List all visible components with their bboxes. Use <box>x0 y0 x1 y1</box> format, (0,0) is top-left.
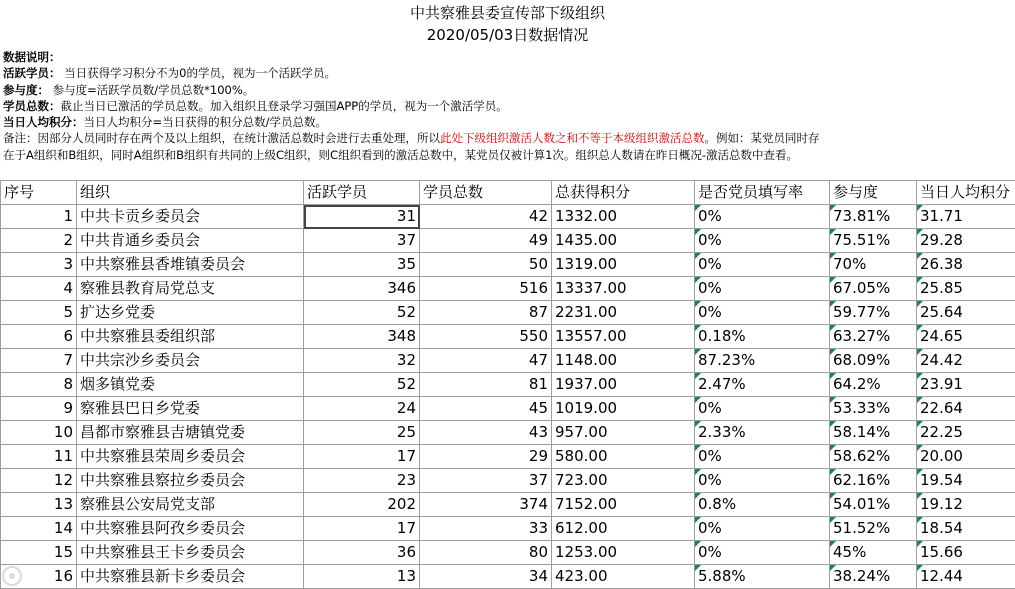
cell-total[interactable]: 29 <box>420 445 552 469</box>
cell-active[interactable]: 32 <box>304 349 420 373</box>
col-header-participation[interactable]: 参与度 <box>830 181 917 205</box>
cell-total[interactable]: 81 <box>420 373 552 397</box>
remark-part-a: 备注：因部分人员同时存在两个及以上组织，在统计激活总数时会进行去重处理，所以 <box>3 131 440 145</box>
cell-index[interactable]: 3 <box>1 253 77 277</box>
remark-highlight: 此处下级组织激活人数之和不等于本级组织激活总数 <box>440 131 705 145</box>
cell-avg-points[interactable]: 19.54 <box>917 469 1015 493</box>
notes-heading: 数据说明： <box>3 50 61 64</box>
cell-points[interactable]: 2231.00 <box>552 301 695 325</box>
cell-org[interactable]: 察雅县教育局党总支 <box>77 277 304 301</box>
cell-party-rate[interactable]: 0% <box>695 517 830 541</box>
cell-active[interactable]: 348 <box>304 325 420 349</box>
watermark-logo <box>0 560 80 588</box>
cell-index[interactable]: 2 <box>1 229 77 253</box>
cell-avg-points[interactable]: 20.00 <box>917 445 1015 469</box>
cell-party-rate[interactable]: 0% <box>695 397 830 421</box>
cell-points[interactable]: 1332.00 <box>552 205 695 229</box>
cell-points[interactable]: 1319.00 <box>552 253 695 277</box>
cell-party-rate[interactable]: 2.33% <box>695 421 830 445</box>
org-stats-table <box>0 180 1015 589</box>
cell-index[interactable]: 14 <box>1 517 77 541</box>
cell-org[interactable]: 中共察雅县察拉乡委员会 <box>77 469 304 493</box>
cell-participation[interactable]: 58.62% <box>830 445 917 469</box>
cell-active[interactable]: 23 <box>304 469 420 493</box>
cell-party-rate[interactable]: 2.47% <box>695 373 830 397</box>
table-row <box>1 445 1015 469</box>
cell-total[interactable]: 47 <box>420 349 552 373</box>
cell-participation[interactable]: 59.77% <box>830 301 917 325</box>
cell-active[interactable]: 13 <box>304 565 420 589</box>
cell-active[interactable]: 37 <box>304 229 420 253</box>
cell-participation[interactable]: 38.24% <box>830 565 917 589</box>
cell-participation[interactable]: 64.2% <box>830 373 917 397</box>
cell-index[interactable]: 5 <box>1 301 77 325</box>
cell-avg-points[interactable]: 22.64 <box>917 397 1015 421</box>
cell-avg-points[interactable]: 15.66 <box>917 541 1015 565</box>
avg-label: 当日人均积分： <box>3 115 84 129</box>
cell-active[interactable]: 346 <box>304 277 420 301</box>
cell-total[interactable]: 87 <box>420 301 552 325</box>
cell-active[interactable]: 17 <box>304 445 420 469</box>
col-header-active[interactable]: 活跃学员 <box>304 181 420 205</box>
table-row <box>1 421 1015 445</box>
cell-org[interactable]: 扩达乡党委 <box>77 301 304 325</box>
cell-points[interactable]: 7152.00 <box>552 493 695 517</box>
data-notes <box>3 49 1011 163</box>
cell-total[interactable]: 45 <box>420 397 552 421</box>
cell-total[interactable]: 49 <box>420 229 552 253</box>
col-header-party-rate[interactable]: 是否党员填写率 <box>695 181 830 205</box>
cell-participation[interactable]: 53.33% <box>830 397 917 421</box>
cell-org[interactable]: 中共肯通乡委员会 <box>77 229 304 253</box>
cell-active[interactable]: 36 <box>304 541 420 565</box>
cell-party-rate[interactable]: 0% <box>695 541 830 565</box>
cell-org[interactable]: 中共卡贡乡委员会 <box>77 205 304 229</box>
participation-label: 参与度： <box>3 83 49 97</box>
cell-index[interactable]: 13 <box>1 493 77 517</box>
table-row <box>1 253 1015 277</box>
cell-avg-points[interactable]: 25.85 <box>917 277 1015 301</box>
table-row <box>1 493 1015 517</box>
remark-line2: 在于A组织和B组织，同时A组织和B组织有共同的上级C组织，则C组织看到的激活总数中，某党员仅被计算1次。组织总人数请在昨日概况-激活总数中查看。 <box>3 148 798 162</box>
table-row <box>1 469 1015 493</box>
cell-active[interactable]: 25 <box>304 421 420 445</box>
cell-points[interactable]: 423.00 <box>552 565 695 589</box>
cell-active[interactable]: 31 <box>304 205 420 229</box>
table-row <box>1 373 1015 397</box>
col-header-org[interactable]: 组织 <box>77 181 304 205</box>
cell-avg-points[interactable]: 22.25 <box>917 421 1015 445</box>
cell-participation[interactable]: 68.09% <box>830 349 917 373</box>
cell-index[interactable]: 7 <box>1 349 77 373</box>
cell-points[interactable]: 1019.00 <box>552 397 695 421</box>
active-label: 活跃学员： <box>3 66 61 80</box>
cell-index[interactable]: 9 <box>1 397 77 421</box>
cell-org[interactable]: 察雅县巴日乡党委 <box>77 397 304 421</box>
total-text: 截止当日已激活的学员总数。加入组织且登录学习强国APP的学员，视为一个激活学员。 <box>61 99 508 113</box>
cell-points[interactable]: 1937.00 <box>552 373 695 397</box>
cell-party-rate[interactable]: 0% <box>695 229 830 253</box>
cell-org[interactable]: 中共察雅县王卡乡委员会 <box>77 541 304 565</box>
cell-participation[interactable]: 67.05% <box>830 277 917 301</box>
cell-index[interactable]: 11 <box>1 445 77 469</box>
cell-active[interactable]: 35 <box>304 253 420 277</box>
cell-participation[interactable]: 45% <box>830 541 917 565</box>
cell-total[interactable]: 50 <box>420 253 552 277</box>
cell-party-rate[interactable]: 0% <box>695 277 830 301</box>
table-row <box>1 397 1015 421</box>
cell-total[interactable]: 374 <box>420 493 552 517</box>
cell-org[interactable]: 察雅县公安局党支部 <box>77 493 304 517</box>
cell-party-rate[interactable]: 0% <box>695 253 830 277</box>
remark-part-b: 。例如：某党员同时存 <box>705 131 820 145</box>
cell-participation[interactable]: 70% <box>830 253 917 277</box>
cell-org[interactable]: 中共察雅县阿孜乡委员会 <box>77 517 304 541</box>
cell-party-rate[interactable]: 0.8% <box>695 493 830 517</box>
total-label: 学员总数： <box>3 99 61 113</box>
table-row <box>1 229 1015 253</box>
table-row <box>1 277 1015 301</box>
participation-text: 参与度=活跃学员数/学员总数*100%。 <box>53 83 255 97</box>
cell-party-rate[interactable]: 0.18% <box>695 325 830 349</box>
header-row <box>1 181 1015 205</box>
cell-points[interactable]: 13557.00 <box>552 325 695 349</box>
cell-points[interactable]: 612.00 <box>552 517 695 541</box>
cell-points[interactable]: 1253.00 <box>552 541 695 565</box>
cell-points[interactable]: 13337.00 <box>552 277 695 301</box>
col-header-index[interactable]: 序号 <box>1 181 77 205</box>
cell-avg-points[interactable]: 26.38 <box>917 253 1015 277</box>
cell-participation[interactable]: 62.16% <box>830 469 917 493</box>
cell-avg-points[interactable]: 12.44 <box>917 565 1015 589</box>
cell-party-rate[interactable]: 0% <box>695 205 830 229</box>
cell-points[interactable]: 580.00 <box>552 445 695 469</box>
cell-index[interactable]: 6 <box>1 325 77 349</box>
cell-points[interactable]: 1435.00 <box>552 229 695 253</box>
cell-points[interactable]: 1148.00 <box>552 349 695 373</box>
cell-index[interactable]: 1 <box>1 205 77 229</box>
cell-active[interactable]: 24 <box>304 397 420 421</box>
cell-party-rate[interactable]: 0% <box>695 445 830 469</box>
table-row <box>1 205 1015 229</box>
cell-avg-points[interactable]: 23.91 <box>917 373 1015 397</box>
cell-points[interactable]: 723.00 <box>552 469 695 493</box>
cell-party-rate[interactable]: 87.23% <box>695 349 830 373</box>
cell-active[interactable]: 202 <box>304 493 420 517</box>
col-header-total[interactable]: 学员总数 <box>420 181 552 205</box>
cell-points[interactable]: 957.00 <box>552 421 695 445</box>
table-row <box>1 541 1015 565</box>
cell-index[interactable]: 10 <box>1 421 77 445</box>
cell-total[interactable]: 37 <box>420 469 552 493</box>
report-subtitle: 2020/05/03日数据情况 <box>0 25 1015 45</box>
cell-participation[interactable]: 63.27% <box>830 325 917 349</box>
cell-avg-points[interactable]: 24.65 <box>917 325 1015 349</box>
cell-total[interactable]: 34 <box>420 565 552 589</box>
cell-avg-points[interactable]: 29.28 <box>917 229 1015 253</box>
cell-avg-points[interactable]: 19.12 <box>917 493 1015 517</box>
cell-active[interactable]: 17 <box>304 517 420 541</box>
cell-active[interactable]: 52 <box>304 301 420 325</box>
cell-total[interactable]: 43 <box>420 421 552 445</box>
cell-index[interactable]: 15 <box>1 541 77 565</box>
table-row <box>1 301 1015 325</box>
report-title: 中共察雅县委宣传部下级组织 <box>0 3 1015 23</box>
cell-total[interactable]: 80 <box>420 541 552 565</box>
cell-org[interactable]: 中共宗沙乡委员会 <box>77 349 304 373</box>
cell-participation[interactable]: 75.51% <box>830 229 917 253</box>
cell-org[interactable]: 中共察雅县荣周乡委员会 <box>77 445 304 469</box>
cell-participation[interactable]: 73.81% <box>830 205 917 229</box>
cell-participation[interactable]: 58.14% <box>830 421 917 445</box>
cell-party-rate[interactable]: 5.88% <box>695 565 830 589</box>
table-row <box>1 565 1015 589</box>
table-row <box>1 517 1015 541</box>
cell-party-rate[interactable]: 0% <box>695 301 830 325</box>
cell-avg-points[interactable]: 31.71 <box>917 205 1015 229</box>
active-text: 当日获得学习积分不为0的学员，视为一个活跃学员。 <box>64 66 336 80</box>
cell-avg-points[interactable]: 24.42 <box>917 349 1015 373</box>
cell-avg-points[interactable]: 18.54 <box>917 517 1015 541</box>
cell-party-rate[interactable]: 0% <box>695 469 830 493</box>
cell-index[interactable]: 4 <box>1 277 77 301</box>
table-row <box>1 325 1015 349</box>
col-header-avg-points[interactable]: 当日人均积分 <box>917 181 1015 205</box>
cell-org[interactable]: 中共察雅县委组织部 <box>77 325 304 349</box>
cell-index[interactable]: 16 <box>1 565 77 589</box>
cell-org[interactable]: 中共察雅县新卡乡委员会 <box>77 565 304 589</box>
cell-total[interactable]: 42 <box>420 205 552 229</box>
cell-total[interactable]: 550 <box>420 325 552 349</box>
cell-org[interactable]: 昌都市察雅县吉塘镇党委 <box>77 421 304 445</box>
table-row <box>1 349 1015 373</box>
cell-org[interactable]: 烟多镇党委 <box>77 373 304 397</box>
cell-org[interactable]: 中共察雅县香堆镇委员会 <box>77 253 304 277</box>
avg-text: 当日人均积分=当日获得的积分总数/学员总数。 <box>84 115 328 129</box>
cell-participation[interactable]: 51.52% <box>830 517 917 541</box>
cell-index[interactable]: 12 <box>1 469 77 493</box>
cell-active[interactable]: 52 <box>304 373 420 397</box>
cell-participation[interactable]: 54.01% <box>830 493 917 517</box>
cell-total[interactable]: 33 <box>420 517 552 541</box>
cell-index[interactable]: 8 <box>1 373 77 397</box>
cell-total[interactable]: 516 <box>420 277 552 301</box>
cell-avg-points[interactable]: 25.64 <box>917 301 1015 325</box>
col-header-points[interactable]: 总获得积分 <box>552 181 695 205</box>
